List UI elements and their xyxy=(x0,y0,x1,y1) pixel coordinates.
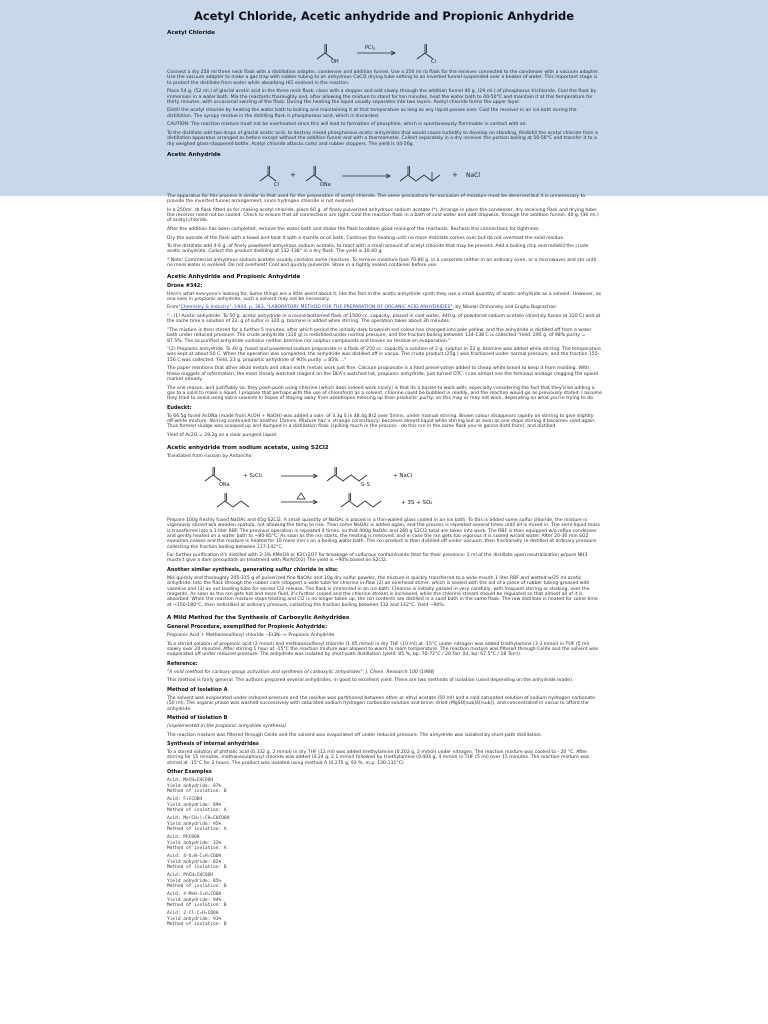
svg-text:OH: OH xyxy=(330,59,339,65)
paragraph: Connect a dry 250 ml three neck flask with a distillation adapter, condenser and addition funnel. Use a 250 ml rb flask for the receiver connected to the condenser with a vacuum adapter. Use the vacuum adapter to make a gas trap with rubber tubing to an anhydrous CaCl2 drying tube setting to an inverted funnel suspended over a beaker of water. This important stage is to protect the distillate from water while absorbing HCl evolved in the reaction. xyxy=(167,70,599,86)
example-entry: Acid: 4-O₂N-C₆H₄COOH Yield anhydride: 82% Method of isolation: B xyxy=(167,854,227,870)
paragraph: "...(1) Acetic anhydride. To 50 g. acetic anhydride in a round-bottomed flask of 1500 cc. capacity, placed in cold water, 440 g. of powdered sodium acetate (dried by fusion at 320 C) and at the same time a solution of 22. g of sulfur in 320 g. bromine is added while stirring. The operation takes about 30 minutes. xyxy=(167,314,601,325)
example-entry: Acid: PhCH=CHCOOH Yield anhydride: 85% Method of isolation: B xyxy=(167,873,227,889)
scheme-acetic-anhydride xyxy=(240,161,530,191)
paragraph: To 66.5g fused AcONa (made from AcOH + NaOH) was added a soln. of 3.3g S in 48.4g Br2 over 5mins, under manual stirring. Brown colour disappears rapidly on stirring to give slightly off-white mixture. Stirring continued for another 15mins. Mixture has v. strange consistancy; becomes almost liquid while stirring but as soon as one stops stirring it becomes solid again. Thus formed sludge was scooped up and dumped in a distillation flask (spilling much in the process - do this rxn in the same flask you're gonna distil from), and distilled. xyxy=(167,413,596,430)
svg-text:Cl: Cl xyxy=(273,181,279,188)
paragraph: Prepare 100g freshly fused NaOAc and 65g S2Cl2. A small quantity of NaOAc is placed in a thin-walled glass cooled in an ice bath. To this is added some sulfur chloride, the mixture is vigorously stirred w/a wooden spatula, not allowing the temp to rise. Then some NaOAc is added again, and the process is repeated several times until all is mixed in. The semi-liquid mass is transferred into a 1 liter RBF. The previous operation is repeated 4 times, so that 400g NaOAc and 260 g S2Cl2 total are taken into work. The RBF is then equipped w/a reflux condenser and gently heated on a water bath to ~80-85°C. As soon as the rxn starts, the heating is removed, and in case the rxn gets too vigorous it is cooled w/cold water. After 20-30 min SO2 evolution ceases and the mixture is heated for 10 more min's on a boiling water bath. The rxn product is then distilled off under vacuum, then fractionally re-distilled at ordinary pressure, collecting the fraction boiling between 137-142°C. xyxy=(167,517,600,550)
svg-text:+ S₂Cl₂: + S₂Cl₂ xyxy=(242,472,263,479)
subheading-examples: Other Examples xyxy=(167,769,212,776)
equation-line: Propionic Acid + Methanesulfonyl chloride --Et3N--> Propionic Anhydride xyxy=(167,633,335,639)
svg-text:ONa: ONa xyxy=(218,481,230,488)
example-entry: Acid: PhCOOH Yield anhydride: 32% Method of isolation: A xyxy=(167,835,227,851)
paragraph: To a stirred solution of propionic acid (2 mmol) and methanesulfonyl chloride (1.05 mmol) in dry THF (10 ml) at -15°C under nitrogen was added triethylamine (3.3 mmol) in THF (5 ml) slowly over 20 minutes. After stirring 1 hour at -15°C the reaction mixture was allowed to warm to room temperature. The reaction mixture was filtered through Celite and the solvent was evaporated off under reduced pressure. The anhydride was isolated by short-path distillation (yield: 85 %, bp: 70-72°C / 20 Torr (lit. bp: 67.5°C / 18 Torr)). xyxy=(167,641,599,658)
paragraph: To the distillate add two drops of glacial acetic acid, to destroy mixed phosphorous-acetic anhydrides that would cause turbidity to develop on standing. Redistill the acetyl chloride from a distillation apparatus arranged as before except without the addition funnel and with a thermometer. Collect separately in a dry receiver the portion boiling at 50-56°C and transfer it to a dry weighed glass-stoppered bottle. Acetyl chloride attacks corks and rubber stoppers. The yield is 44-56g. xyxy=(167,130,598,147)
example-entry: Acid: 4-MeO-C₆H₄COOH Yield anhydride: 94% Method of isolation: B xyxy=(167,892,227,908)
translator-line: Translated from russian by Antoncho xyxy=(167,454,252,460)
example-entry: Acid: F₃CCOOH Yield anhydride: 89% Method of isolation: A xyxy=(167,797,227,813)
subheading-reference: Reference: xyxy=(167,660,198,667)
example-entry: Acid: MeCH=CHCOOH Yield anhydride: 87% Method of isolation: B xyxy=(167,778,227,794)
svg-text:+ NaCl: + NaCl xyxy=(392,472,412,479)
paragraph: To the distillate add 4-6 g. of finely powdered anhydrous sodium acetate, to react with a small amount of acetyl chloride that may be present. Add a boiling chip and redistill the crude acetic anhydride. Collect the product distilling at 132-138° in a dry flask. The yield is 30-40 g. xyxy=(167,244,589,255)
subheading-method-b: Method of Isolation B xyxy=(167,715,228,722)
subheading-drone: Drone #342: xyxy=(167,282,203,289)
note-paragraph: * Note: Commercial anhydrous sodium acetate usually contains some moisture. To remove moisture fuse 70-80 g. in a casserole (either in an ordinary oven, or a microwave) and stir until no more water is evolved. Do not overheat! Cool and quickly pulverize. Store in a tightly sealed container before use. xyxy=(167,257,597,269)
heading-s2cl2: Acetic anhydride from sodium acetate, using S2Cl2 xyxy=(167,445,329,452)
heading-acetic-propionic: Acetic Anhydride and Propionic Anhydride xyxy=(167,273,301,280)
s-s-label: S–S xyxy=(360,481,370,488)
paragraph: "The mixture is then stirred for a further 5 minutes, after which period the initially dark brownish-red colour has changed into pale yellow, and the anhydride is distilled off from a water bath under reduced pressure. The crude anhydride (310 g) is redistilled under normal pressure, and the fraction boiling between 134-138 C is collected. Yield, 295 g. of 98% purity = 87.5%. The so purified anhydride contains neither bromine nor sulphur compounds and leaves no residue on evaporation." xyxy=(167,327,592,344)
example-entry: Acid: Me(CH₂)₇CH=CHCOOH Yield anhydride: 95% Method of isolation: A xyxy=(167,816,230,832)
page-title: Acetyl Chloride, Acetic anhydride and Propionic Anhydride xyxy=(193,9,575,23)
paragraph: The solvent was evaporated under reduced pressure and the residue was partitioned between ether or ethyl acetate (50 ml) and a cold saturated solution of sodium hydrogen carbonate (50 ml). The organic phase was washed successively with saturated sodium hydrogen carbonate solution and brine, dried (MgSO[sub]4[/sub]), and concentrated in vacuo to afford the anhydride. xyxy=(167,695,595,712)
paragraph: CAUTION: The reaction mixture must not be overheated since this will lead to formation of phosphine, which is spontaneously flammable in contact with air. xyxy=(167,122,527,128)
svg-text:NaCl: NaCl xyxy=(465,171,480,179)
paragraph: The one reason, and justifiably so, they pooh-pooh using chlorine (which does indeed work nicely) is that its a hassle to work with, especially considering the fact that they'd be adding a gas to a solid to make a liquid. I propose that perhaps with the use of chloroform as a solvent, chlorine could be bubbled in readily, and the reaction would go as previously stated. I assume they tried to avoid using extra solvents in hopes of staying away from azeotropes messing up their products' purity, so this may or may not work, depending on what you're trying to do. xyxy=(167,385,602,402)
paragraph: After the addition has been completed, remove the water bath and shake the flask to obtain good mixing of the reactants. Recheck the connections for tightness. xyxy=(167,226,540,232)
svg-text:Cl: Cl xyxy=(430,59,436,65)
paragraph: Place 54 g. (52 ml.) of glacial acetic acid in the three neck flask, close with a stopper and add slowly through the addition funnel 46 g. (29 ml.) of phosphorus trichloride. Cool the flask by immersion in a water bath. Mix the reactants thoroughly and, after allowing the mixture to stand for ten minutes, heat the water bath to 40-50°C and maintain it at this temperature for thirty minutes, with occasional swirling of the flask. During the heating the liquid usually separates into two layers. Acetyl chloride forms the upper layer. xyxy=(167,89,597,105)
paragraph: The reaction mixture was filtered through Celite and the solvent was evaporated off under reduced pressure. The anhydride was isolated by short-path distillation. xyxy=(167,732,543,738)
paragraph: The paper mentions that other alkali metals and alkali earth metals work just fine. Calcium propionate is a food preservative added to cheap white bread to keep it from molding. With these nuggets of information, the most closely watched reagent on the DEA's watched list, propionic anhydride, just turned OTC. I can almost see the feminazi analogs clogging the opioid market already. xyxy=(167,366,598,382)
paragraph: Dry the outside of the flask with a towel and heat it with a mantle or oil bath. Continue the heating until no more distillate comes over but do not overheat the solid residue. xyxy=(167,235,565,241)
paragraph: For further purification it's distilled with 2-3% KMnO4 or K2Cr2O7 for breakage of sulfurous contaminants (test for their presence: 1 ml of the distillate upon neutralization w/pure NH3 mustn't give a dark precipitate on treatment with Pb(AcO)2) The yield is ~90% based on S2Cl2. xyxy=(167,553,588,564)
paragraph: This method is fairly general. The authors prepared several anhydrides, in good to excellent yield. There are two methods of isolation (used depending on the anhydride made). xyxy=(167,678,574,684)
paragraph: "(2) Propionic anhydride. To 40 g. fused and powdered sodium propionate in a flask of 250 cc. capacity a solution of 2 g. sulphur in 22 g. bromine was added while stirring. The temperature was kept at about 50 C. When the operation was completed, the anhydride was distilled off in vacuo. The crude product (25g.) was fractioned under normal pressure, and the fraction 155-156 C was collected. Yield, 23 g. propionic anhydride of 90% purity = 85% ..." xyxy=(167,347,601,363)
reference-line: From"Chemistry & Industry", 1944, p. 383, "LABORATORY METHOD FOR THE PREPARATION OF ORGANIC ACID ANHYDRIDES", by Nikolai Orshansky and Enghu Bograchov: xyxy=(167,305,557,311)
paragraph: Distill the acetyl chloride by heating the water bath to boiling and maintaining it at that temperature as long as any liquid passes over. Cool the receiver in an ice bath during the distillation. The syrupy residue in the distilling flask is phosphorous acid, which is discarded. xyxy=(167,108,577,119)
paragraph: Here's what everyone's looking for. Some things are a little weird about it, like the fact in the acetic anhydride synth they use a small quantity of acetic anhydride as a solvent. However, as one sees in propionic anhydride, such a solvent may not be necessary. xyxy=(167,291,602,302)
reference-citation: "A mild method for carboxy-group activation and synthesis of carboxylic anhydrides", J. Chem. Research 100 (1984) xyxy=(167,669,435,675)
scheme-acetyl-chloride xyxy=(295,39,475,67)
scheme-s2cl2 xyxy=(185,463,585,515)
reagent-pcl3: PCl$_3$ xyxy=(364,45,375,51)
subheading-method-a: Method of Isolation A xyxy=(167,686,228,693)
reference-link[interactable]: Chemistry & Industry", 1944, p. 383, "LABORATORY METHOD FOR THE PREPARATION OF ORGANIC ACID ANHYDRIDES" xyxy=(180,305,453,311)
paragraph: The apparatus for this process is similar to that used for the preparation of acetyl chloride. The same precautions for exclusion of moisture must be observed but it is unnecessary to provide the inverted funnel arrangement, since hydrogen chloride is not evolved. xyxy=(167,193,586,205)
svg-text:+: + xyxy=(451,170,458,179)
subheading-in-situ: Another similar synthesis, generating sulfur chloride in situ: xyxy=(167,566,338,573)
subheading-eudeckt: Eudeckt: xyxy=(167,404,192,411)
svg-text:+ 3S + SO₂: + 3S + SO₂ xyxy=(400,499,432,506)
subheading-internal: Synthesis of internal anhydrides xyxy=(167,741,259,748)
heading-acetic-anhydride: Acetic Anhydride xyxy=(167,151,221,158)
paragraph: Yield of Ac2O = 29.2g as a clear pungent liquid. xyxy=(167,432,278,438)
paragraph: In a 250ml. rb flask fitted as for making acetyl chloride, place 60 g. of finely pulverized anhydrous sodium acetate (*). Arrange in place the condenser, dry receiving flask and drying tube; the receiver need not be cooled. Check to ensure that all connections are tight. Cool the reaction flask in a bath of cold water and add dropwise, through the addition funnel, 40 g. (36 ml.) of acetyl chloride. xyxy=(167,207,599,224)
heading-acetyl-chloride: Acetyl Chloride xyxy=(167,30,215,36)
example-entry: Acid: 2-Cl-C₆H₄COOH Yield anhydride: 93% Method of isolation: B xyxy=(167,911,227,927)
subheading-general: General Procedure, exemplified for Propionic Anhydride: xyxy=(167,624,328,631)
svg-text:ONa: ONa xyxy=(319,181,331,188)
heading-mild-method: A Mild Method for the Synthesis of Carboxylic Anhydrides xyxy=(167,615,350,622)
svg-text:+: + xyxy=(289,170,296,179)
method-b-note: (implemented in the propionic anhydride synthesis) xyxy=(167,724,287,730)
paragraph: To a stirred solution of phthalic acid (0.332 g, 2 mmol) in dry THF (12 ml) was added triethylamine (0.202 g, 2 mmol) under nitrogen. The reaction mixture was cooled to - 20 °C. After stirring for 15 minutes, methanesulphonyl chloride was added (0.24 g, 2.1 mmol) followed by triethylamine (0.404 g, 4 mmol) in THF (5 ml) over 15 minutes. The reaction mixture was stirred at -15°C for 2 hours. The product was isolated using method A (0.275 g, 93 %, m.p. 130-131°C) xyxy=(167,750,590,766)
paragraph: Mix quickly and thoroughly 205-215 g of pulverized fine NaOAc and 10g dry sulfur powder, the mixture is quickly transferred to a wide-mouth 1 liter RBF and wetted w/25 ml acetic anhydride. Into the flask through the rubber cork (stopper) a wide tube for chlorine in-flow (2) an overhead stirrer, which is sealed with the aid of a piece of rubber tubing greased with vaseline and (3) an out-leading tube for excess Cl2 release. The flask is immersed in an ice-bath. Chlorine is initially passed in very carefully, with frequent stirring or shaking, over the reagents. As soon as the rxn gets hot and more fluid, it's further cooled and the chlorine stream is increased, while the chlorine stream should be regulated so that almost all of it is absorbed. When the reaction mixture stops heating and Cl2 is no longer taken up, the rxn contents are distilled in a sand bath in the same flask. The raw distillate is heated for some time at ~150-180°C, then redistilled at ordinary pressure, collecting the fraction boiling between 132 and 142°C. Yield ~90%. xyxy=(167,575,598,608)
